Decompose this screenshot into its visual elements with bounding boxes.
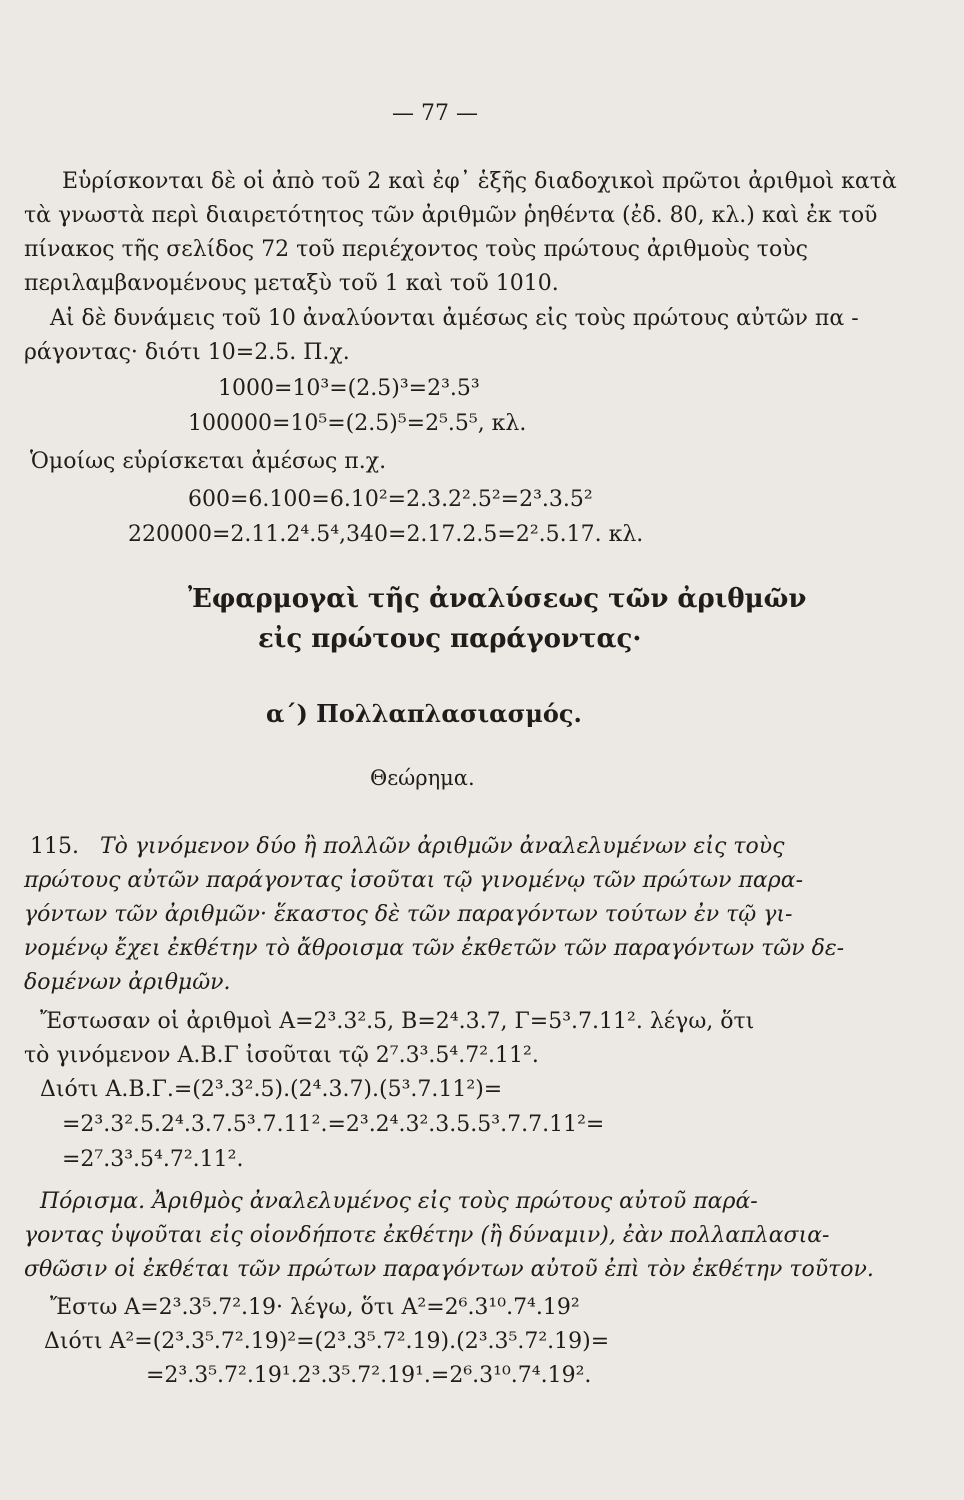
equation: 600=6.100=6.10²=2.3.2².5²=2³.3.5² <box>188 487 593 512</box>
chapter-heading: εἰς πρώτους παράγοντας· <box>258 624 642 654</box>
corollary-line: Πόρισμα. Ἀριθμὸς ἀναλελυμένος εἰς τοὺς πρώτους αὐτοῦ παρά- <box>40 1189 758 1214</box>
example-line: Ἔστω Α=2³.3⁵.7².19· λέγω, ὅτι Α²=2⁶.3¹⁰.7⁴.19² <box>50 1295 580 1320</box>
chapter-heading: Ἐφαρμογαὶ τῆς ἀναλύσεως τῶν ἀριθμῶν <box>188 584 807 614</box>
theorem-label: Θεώρημα. <box>370 766 475 790</box>
equation: 100000=10⁵=(2.5)⁵=2⁵.5⁵, κλ. <box>188 411 527 436</box>
proof-line: Ἔστωσαν οἱ ἀριθμοὶ Α=2³.3².5, Β=2⁴.3.7, Γ=5³.7.11². λέγω, ὅτι <box>40 1009 755 1034</box>
paragraph-line: Εὑρίσκονται δὲ οἱ ἀπὸ τοῦ 2 καὶ ἐφ᾽ ἑξῆς διαδοχικοὶ πρῶτοι ἀριθμοὶ κατὰ <box>62 169 897 194</box>
equation: 1000=10³=(2.5)³=2³.5³ <box>218 376 480 401</box>
paragraph-line: περιλαμβανομένους μεταξὺ τοῦ 1 καὶ τοῦ 1010. <box>24 271 559 296</box>
theorem-line: πρώτους αὐτῶν παράγοντας ἰσοῦται τῷ γινομένῳ τῶν πρώτων παρα- <box>24 868 804 893</box>
paragraph-line: τὰ γνωστὰ περὶ διαιρετότητος τῶν ἀριθμῶν ῥηθέντα (ἐδ. 80, κλ.) καὶ ἐκ τοῦ <box>24 203 878 228</box>
paragraph-line: πίνακος τῆς σελίδος 72 τοῦ περιέχοντος τοὺς πρώτους ἀριθμοὺς τοὺς <box>24 237 808 262</box>
section-title: α΄) Πολλαπλασιασμός. <box>266 699 582 728</box>
example-line: =2³.3⁵.7².19¹.2³.3⁵.7².19¹.=2⁶.3¹⁰.7⁴.19². <box>146 1363 592 1388</box>
proof-line: =2³.3².5.2⁴.3.7.5³.7.11².=2³.2⁴.3².3.5.5³.7.7.11²= <box>62 1112 605 1137</box>
proof-line: =2⁷.3³.5⁴.7².11². <box>62 1147 244 1172</box>
paragraph-line: ράγοντας· διότι 10=2.5. Π.χ. <box>24 340 350 365</box>
theorem-line: νομένῳ ἔχει ἐκθέτην τὸ ἄθροισμα τῶν ἐκθετῶν τῶν παραγόντων τῶν δε- <box>24 936 845 961</box>
paragraph-line: Αἱ δὲ δυνάμεις τοῦ 10 ἀναλύονται ἀμέσως εἰς τοὺς πρώτους αὐτῶν πα - <box>50 306 859 331</box>
theorem-number: 115. <box>30 834 79 859</box>
corollary-line: σθῶσιν οἱ ἐκθέται τῶν πρώτων παραγόντων αὐτοῦ ἐπὶ τὸν ἐκθέτην τοῦτον. <box>24 1257 874 1282</box>
proof-line: Διότι Α.Β.Γ.=(2³.3².5).(2⁴.3.7).(5³.7.11²)= <box>40 1077 503 1102</box>
proof-line: τὸ γινόμενον Α.Β.Γ ἰσοῦται τῷ 2⁷.3³.5⁴.7².11². <box>24 1043 539 1068</box>
equation: 220000=2.11.2⁴.5⁴,340=2.17.2.5=2².5.17. κλ. <box>128 522 644 547</box>
theorem-line: Τὸ γινόμενον δύο ἢ πολλῶν ἀριθμῶν ἀναλελυμένων εἰς τοὺς <box>100 834 785 859</box>
theorem-line: δομένων ἀριθμῶν. <box>24 970 231 995</box>
paragraph-line: Ὁμοίως εὑρίσκεται ἀμέσως π.χ. <box>30 449 387 474</box>
example-line: Διότι Α²=(2³.3⁵.7².19)²=(2³.3⁵.7².19).(2³.3⁵.7².19)= <box>44 1329 610 1354</box>
corollary-line: γοντας ὑψοῦται εἰς οἱονδήποτε ἐκθέτην (ἢ δύναμιν), ἐὰν πολλαπλασια- <box>24 1223 830 1248</box>
theorem-line: γόντων τῶν ἀριθμῶν· ἕκαστος δὲ τῶν παραγόντων τούτων ἐν τῷ γι- <box>24 902 793 927</box>
page-number: — 77 — <box>392 101 478 126</box>
